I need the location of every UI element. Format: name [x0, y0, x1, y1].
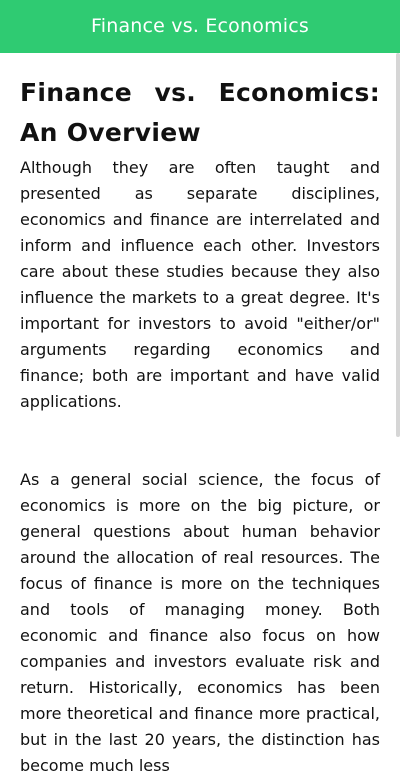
- article-paragraph-1: Although they are often taught and presented as separate disciplines, economics and finance are interrelated and inform and influence each other. Investors care about these studies because they also influence the markets to a great degree. It's important for investors to avoid "either/or" arguments regarding economics and finance; both are important and have valid applications.: [20, 158, 380, 411]
- app-bar-title: Finance vs. Economics: [90, 15, 310, 37]
- article-title: Finance vs. Economics: An Overview: [20, 78, 380, 147]
- article-paragraph-2: As a general social science, the focus of economics is more on the big picture, or general questions about human behavior around the allocation of real resources. The focus of finance is more on the techniques and tools of managing money. Both economic and finance also focus on how companies and investors evaluate risk and return. Historically, economics has been more theoretical and finance more practical, but in the last 20 years, the distinction has become much less: [20, 470, 380, 775]
- vertical-scrollbar[interactable]: [396, 53, 400, 437]
- app-bar: [0, 0, 400, 53]
- article-content[interactable]: [20, 53, 380, 779]
